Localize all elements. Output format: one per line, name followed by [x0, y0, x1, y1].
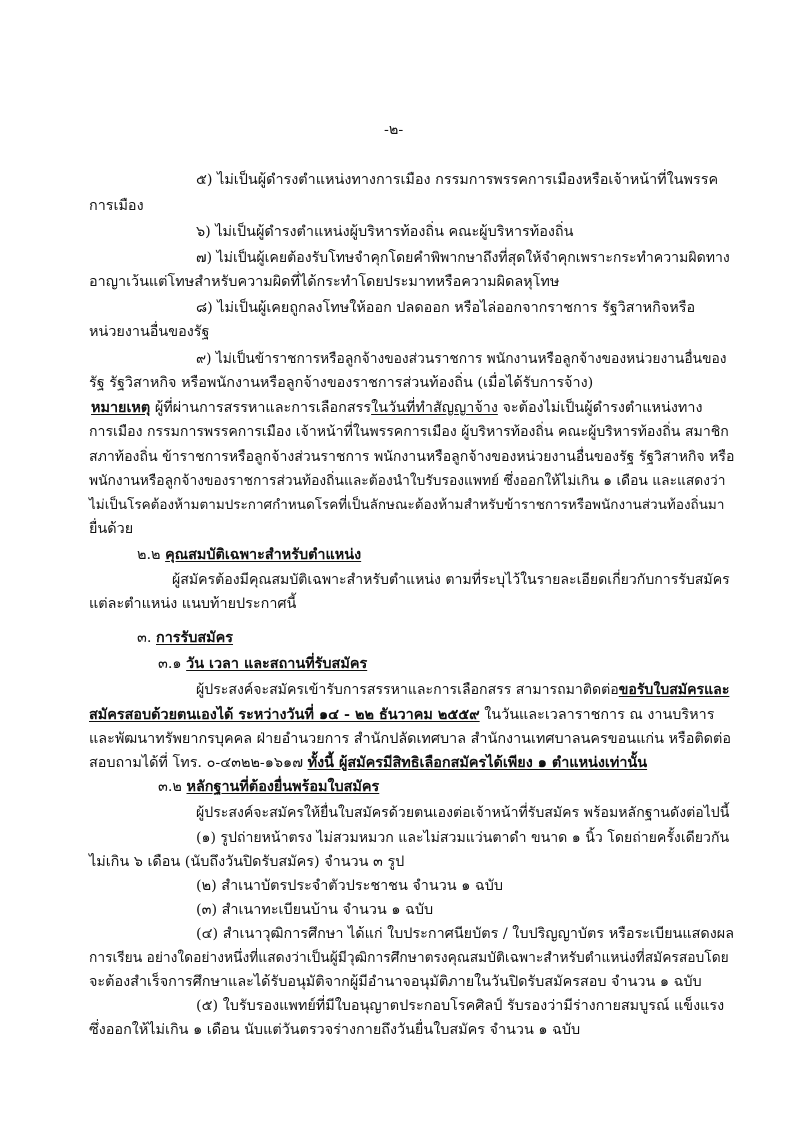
section-3-2-heading — [158, 777, 379, 797]
one-position-note: ทั้งนี้ ผู้สมัครมีสิทธิเลือกสมัครได้เพียง ๑ ตำแหน่งเท่านั้น — [307, 754, 648, 771]
section-3-1-line-3: และพัฒนาทรัพยากรบุคคล ฝ่ายอำนวยการ สำนักปลัดเทศบาล สำนักงานเทศบาลนครขอนแก่น หรือติดต่อ — [89, 731, 732, 747]
document-item-1: (๑) รูปถ่ายหน้าตรง ไม่สวมหมวก และไม่สวมแว่นตาดำ ขนาด ๑ นิ้ว โดยถ่ายครั้งเดียวกัน — [196, 830, 730, 846]
section-3-2-title: หลักฐานที่ต้องยื่นพร้อมใบสมัคร — [186, 778, 380, 795]
note-line-2: การเมือง กรรมการพรรคการเมือง เจ้าหน้าที่ในพรรคการเมือง ผู้บริหารท้องถิ่น คณะผู้บริหารท้องถิ่น สมาชิก — [89, 424, 729, 440]
section-2-2-title: คุณสมบัติเฉพาะสำหรับตำแหน่ง — [165, 546, 362, 563]
section-3-1-text-1b: ขอรับใบสมัครและ — [618, 682, 730, 698]
qualification-item-9-cont: รัฐ รัฐวิสาหกิจ หรือพนักงานหรือลูกจ้างของราชการส่วนท้องถิ่น (เมื่อได้รับการจ้าง) — [89, 375, 594, 391]
note-line-3: สภาท้องถิ่น ข้าราชการหรือลูกจ้างส่วนราชการ พนักงานหรือลูกจ้างของหน่วยงานอื่นของรัฐ รัฐวิสาหกิจ หรือ — [89, 449, 735, 465]
note-text-1-underlined: ในวันที่ทำสัญญาจ้าง — [371, 400, 498, 416]
section-3-1-number: ๓.๑ — [158, 656, 182, 672]
qualification-item-7-cont: อาญาเว้นแต่โทษสำหรับความผิดที่ได้กระทำโดยประมาทหรือความผิดลหุโทษ — [89, 274, 560, 290]
section-3-1-title: วัน เวลา และสถานที่รับสมัคร — [186, 655, 368, 672]
section-3-2-number: ๓.๒ — [158, 779, 182, 795]
section-3-title: การรับสมัคร — [156, 629, 234, 646]
note-text-1b: จะต้องไม่เป็นผู้ดำรงตำแหน่งทาง — [502, 400, 703, 416]
document-item-5: (๕) ใบรับรองแพทย์ที่มีใบอนุญาตประกอบโรคศิลป์ รับรองว่ามีร่างกายสมบูรณ์ แข็งแรง — [196, 998, 725, 1014]
document-item-4: (๔) สำเนาวุฒิการศึกษา ได้แก่ ใบประกาศนียบัตร / ใบปริญญาบัตร หรือระเบียนแสดงผล — [196, 926, 735, 942]
qualification-item-7: ๗) ไม่เป็นผู้เคยต้องรับโทษจำคุกโดยคำพิพากษาถึงที่สุดให้จำคุกเพราะกระทำความผิดทาง — [196, 250, 730, 266]
page-number: -๒- — [384, 122, 404, 138]
section-2-2-line-2: แต่ละตำแหน่ง แนบท้ายประกาศนี้ — [89, 596, 297, 612]
qualification-item-5: ๕) ไม่เป็นผู้ดำรงตำแหน่งทางการเมือง กรรมการพรรคการเมืองหรือเจ้าหน้าที่ในพรรค — [196, 172, 719, 188]
contact-phone: สอบถามได้ที่ โทร. ๐-๔๓๒๒-๑๖๑๗ — [89, 755, 304, 771]
document-item-4-cont-1: การเรียน อย่างใดอย่างหนึ่งที่แสดงว่าเป็นผู้มีวุฒิการศึกษาตรงคุณสมบัติเฉพาะสำหรับตำแหน่งที่สมัครสอบโดย — [89, 950, 729, 966]
section-3-1-line-1 — [196, 680, 729, 700]
document-item-3: (๓) สำเนาทะเบียนบ้าน จำนวน ๑ ฉบับ — [196, 902, 434, 918]
qualification-item-5-cont: การเมือง — [89, 198, 144, 214]
qualification-item-8-cont: หน่วยงานอื่นของรัฐ — [89, 324, 210, 340]
section-3-1-heading — [158, 654, 367, 674]
note-label: หมายเหตุ — [91, 399, 151, 416]
document-item-4-cont-2: จะต้องสำเร็จการศึกษาและได้รับอนุมัติจากผู้มีอำนาจอนุมัติภายในวันปิดรับสมัครสอบ จำนวน ๑ ฉบับ — [89, 974, 702, 990]
note-line-1 — [91, 398, 703, 418]
section-2-2-line-1: ผู้สมัครต้องมีคุณสมบัติเฉพาะสำหรับตำแหน่ง ตามที่ระบุไว้ในรายละเอียดเกี่ยวกับการรับสมัคร — [172, 572, 730, 588]
section-3-2-intro: ผู้ประสงค์จะสมัครให้ยื่นใบสมัครด้วยตนเองต่อเจ้าหน้าที่รับสมัคร พร้อมหลักฐานดังต่อไปนี้ — [196, 805, 730, 821]
qualification-item-6: ๖) ไม่เป็นผู้ดำรงตำแหน่งผู้บริหารท้องถิ่น คณะผู้บริหารท้องถิ่น — [196, 224, 574, 240]
note-text-1a: ผู้ที่ผ่านการสรรหาและการเลือกสรร — [154, 400, 372, 416]
note-line-4: พนักงานหรือลูกจ้างของราชการส่วนท้องถิ่นและต้องนำใบรับรองแพทย์ ซึ่งออกให้ไม่เกิน ๑ เดือน และแสดงว่า — [89, 473, 726, 489]
section-3-1-line-4 — [89, 753, 647, 773]
qualification-item-9: ๙) ไม่เป็นข้าราชการหรือลูกจ้างของส่วนราชการ พนักงานหรือลูกจ้างของหน่วยงานอื่นของ — [196, 351, 727, 367]
section-2-2-heading — [137, 545, 361, 565]
section-3-1-line-2 — [89, 705, 714, 725]
document-item-2: (๒) สำเนาบัตรประจำตัวประชาชน จำนวน ๑ ฉบับ — [196, 878, 503, 894]
qualification-item-8: ๘) ไม่เป็นผู้เคยถูกลงโทษให้ออก ปลดออก หรือไล่ออกจากราชการ รัฐวิสาหกิจหรือ — [196, 300, 696, 316]
document-item-1-cont: ไม่เกิน ๖ เดือน (นับถึงวันปิดรับสมัคร) จำนวน ๓ รูป — [89, 854, 405, 870]
section-3-1-text-2a: ในวันและเวลาราชการ ณ งานบริหาร — [484, 707, 715, 723]
section-2-2-number: ๒.๒ — [137, 547, 161, 563]
section-3-heading — [137, 628, 233, 648]
note-line-6: ยื่นด้วย — [89, 521, 134, 537]
application-period: สมัครสอบด้วยตนเองได้ ระหว่างวันที่ ๑๔ - ๒๒ ธันวาคม ๒๕๕๙ — [89, 706, 480, 723]
note-line-5: ไม่เป็นโรคต้องห้ามตามประกาศกำหนดโรคที่เป็นลักษณะต้องห้ามสำหรับข้าราชการหรือพนักงานส่วนท้องถิ่นมา — [89, 497, 725, 513]
section-3-1-text-1a: ผู้ประสงค์จะสมัครเข้ารับการสรรหาและการเลือกสรร สามารถมาติดต่อ — [196, 682, 619, 698]
document-item-5-cont: ซึ่งออกให้ไม่เกิน ๑ เดือน นับแต่วันตรวจร่างกายถึงวันยื่นใบสมัคร จำนวน ๑ ฉบับ — [89, 1022, 581, 1038]
section-3-number: ๓. — [137, 630, 152, 646]
